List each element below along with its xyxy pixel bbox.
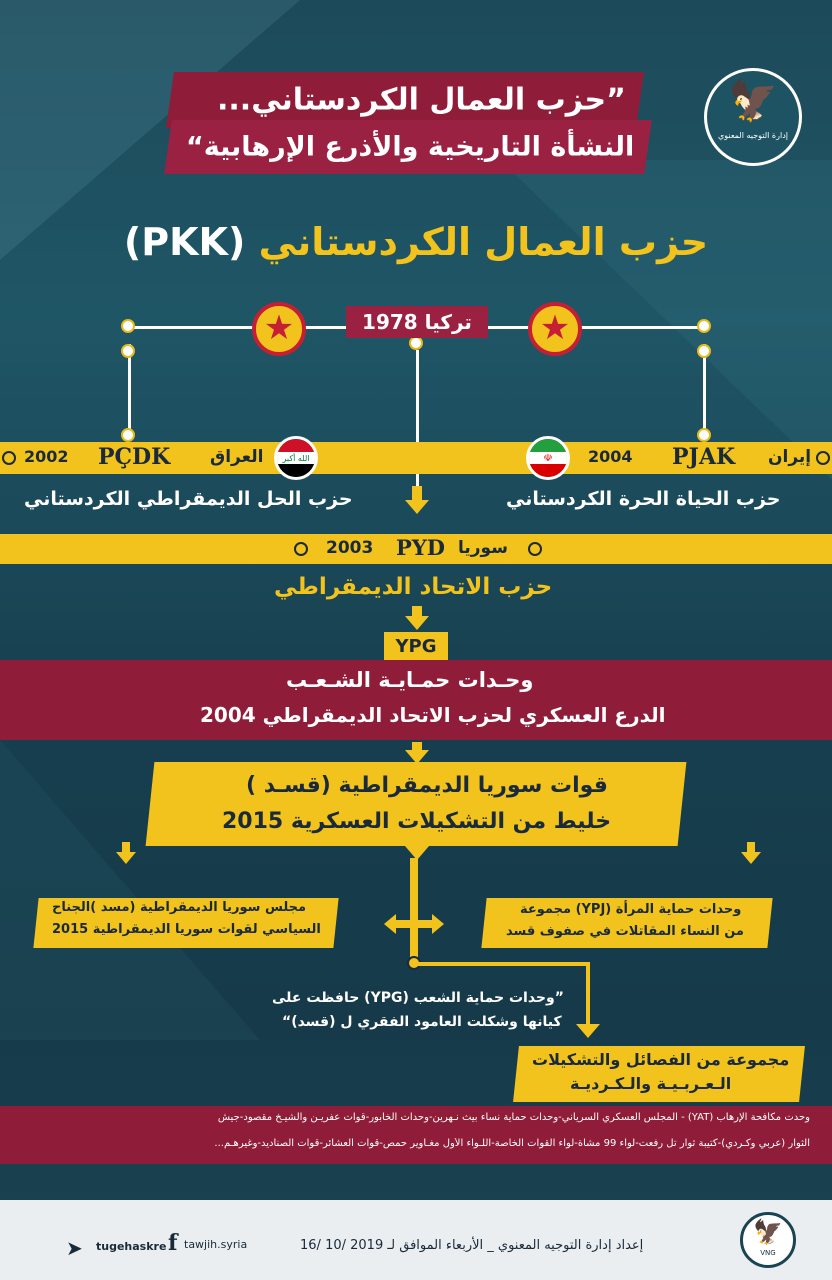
factions-line2: الـعـربـيـة والـكـرديـة bbox=[570, 1074, 732, 1093]
factions-list-line1: وحدت مكافحة الإرهاب (YAT) - المجلس العسكري السرياني-وحدات حماية نساء بيث نـهرين-وحدات الخابور-قوات عفريـن والشيـخ مقصود-جيش bbox=[217, 1112, 810, 1123]
header-line1: ”حزب العمال الكردستاني... bbox=[217, 82, 626, 118]
iran-flag-icon bbox=[526, 436, 570, 480]
band-end-dot bbox=[2, 451, 16, 465]
iraq-year: 2002 bbox=[24, 447, 69, 466]
arrow-left-icon bbox=[384, 914, 396, 934]
footer-credit: إعداد إدارة التوجيه المعنوي _ الأربعاء الموافق لـ 2019 /10 /16 bbox=[300, 1238, 644, 1253]
main-title bbox=[0, 220, 832, 264]
factions-line1: مجموعة من الفصائل والتشكيلات bbox=[532, 1050, 790, 1069]
tree-node-dot bbox=[409, 336, 423, 350]
iran-year: 2004 bbox=[588, 447, 633, 466]
band-end-dot bbox=[528, 542, 542, 556]
pyd-name: حزب الاتحاد الديمقراطي bbox=[274, 574, 553, 600]
iraq-party-code: PÇDK bbox=[98, 444, 171, 470]
pkk-star-emblem-left bbox=[252, 302, 306, 356]
arrow-stem bbox=[122, 842, 130, 852]
footer-logo bbox=[740, 1212, 796, 1268]
arrow-down-icon bbox=[116, 852, 136, 864]
connector-drop bbox=[586, 962, 590, 1024]
iran-emblem-icon: ☫ bbox=[543, 452, 553, 464]
ypg-title: وحـدات حمـايـة الشـعـب bbox=[286, 668, 534, 692]
iran-party-name: حزب الحياة الحرة الكردستاني bbox=[506, 488, 781, 510]
footer-logo-caption: VNG bbox=[760, 1249, 776, 1257]
iran-country: إيران bbox=[768, 447, 812, 467]
band-end-dot bbox=[294, 542, 308, 556]
tree-node-dot bbox=[697, 428, 711, 442]
pkk-star-emblem-right bbox=[528, 302, 582, 356]
eagle-icon: 🦅 bbox=[728, 78, 778, 124]
arrow-down-icon bbox=[405, 500, 429, 514]
syria-party-code: PYD bbox=[396, 535, 445, 560]
connector-right bbox=[418, 920, 432, 928]
arrow-down-icon bbox=[405, 616, 429, 630]
title-main: حزب العمال الكردستاني bbox=[258, 220, 709, 264]
organization-logo bbox=[704, 68, 802, 166]
header-banner-line2 bbox=[164, 120, 652, 174]
sdf-subtitle: خليط من التشكيلات العسكرية 2015 bbox=[222, 809, 612, 834]
iraq-party-name: حزب الحل الديمقراطي الكردستاني bbox=[24, 488, 353, 510]
arrow-down-icon bbox=[741, 852, 761, 864]
iran-party-code: PJAK bbox=[672, 444, 736, 470]
eagle-icon: 🦅 bbox=[753, 1218, 783, 1246]
header-line2: النشأة التاريخية والأذرع الإرهابية“ bbox=[185, 131, 634, 163]
sdf-title: قوات سوريا الديمقراطية (قسـد ) bbox=[246, 773, 608, 798]
title-abbrev: (PKK) bbox=[123, 220, 246, 264]
quote-line1: ”وحدات حماية الشعب (YPG) حافظت على bbox=[272, 990, 564, 1006]
tree-node-dot bbox=[121, 344, 135, 358]
arrow-right-icon bbox=[432, 914, 444, 934]
iraq-country: العراق bbox=[210, 447, 264, 467]
msd-line1: مجلس سوريا الديمقراطية (مسد )الجناح bbox=[52, 900, 307, 915]
ypj-line1: وحدات حماية المرأة (YPJ) مجموعة bbox=[520, 902, 742, 917]
arrow-stem bbox=[412, 486, 422, 500]
connector-left bbox=[396, 920, 410, 928]
syria-year: 2003 bbox=[326, 538, 374, 558]
tree-node-dot bbox=[697, 344, 711, 358]
star-icon: ★ bbox=[263, 308, 295, 348]
tree-node-dot bbox=[697, 319, 711, 333]
band-end-dot bbox=[816, 451, 830, 465]
arrow-stem bbox=[747, 842, 755, 852]
ypg-subtitle: الدرع العسكري لحزب الاتحاد الديمقراطي 2004 bbox=[200, 703, 666, 727]
ypg-tag: YPG bbox=[384, 632, 448, 662]
logo-caption: إدارة التوجيه المعنوي bbox=[718, 131, 788, 140]
tree-node-dot bbox=[121, 319, 135, 333]
iraq-flag-text: الله أكبر bbox=[277, 452, 315, 465]
turkey-tag: تركيا 1978 bbox=[346, 306, 488, 338]
ypj-line2: من النساء المقاتلات في صفوف قسد bbox=[506, 924, 744, 939]
star-icon: ★ bbox=[539, 308, 571, 348]
msd-line2: السياسي لقوات سوريا الديمقراطية 2015 bbox=[52, 922, 321, 937]
tree-node-dot bbox=[121, 428, 135, 442]
telegram-handle: tugehaskre bbox=[96, 1240, 167, 1253]
connector-vertical bbox=[410, 858, 418, 964]
telegram-icon: ➤ bbox=[66, 1236, 83, 1260]
connector-horizontal bbox=[414, 962, 590, 966]
syria-country: سوريا bbox=[458, 538, 508, 558]
iraq-flag-icon bbox=[274, 436, 318, 480]
factions-list-line2: الثوار (عربي وكـردي)-كتيبة ثوار تل رفعت-لواء 99 مشاة-لواء القوات الخاصة-اللـواء الأول مغـاوير حمص-قوات العشائر-قوات الصناديد-وغيرهـم... bbox=[214, 1138, 810, 1149]
quote-line2: كيانها وشكلت العامود الفقري ل (قسد)“ bbox=[282, 1014, 562, 1030]
facebook-handle: tawjih.syria bbox=[184, 1238, 248, 1251]
arrow-down-icon bbox=[576, 1024, 600, 1038]
facebook-icon: f bbox=[168, 1230, 178, 1256]
